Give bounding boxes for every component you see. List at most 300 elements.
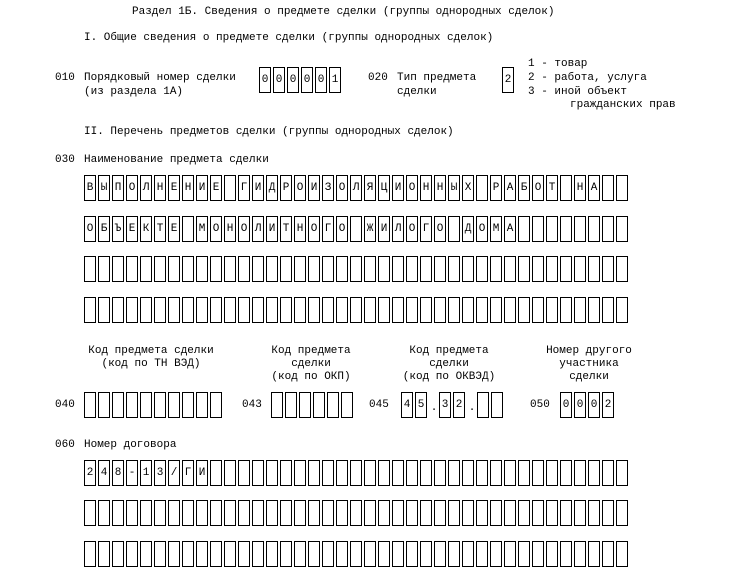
char-cell[interactable]: О (308, 216, 320, 242)
char-cell[interactable]: 2 (502, 67, 514, 93)
char-cell[interactable] (238, 256, 250, 282)
char-cell[interactable] (434, 297, 446, 323)
char-cell[interactable] (532, 256, 544, 282)
char-cell[interactable] (280, 460, 292, 486)
char-cell[interactable] (406, 500, 418, 526)
char-cell[interactable] (420, 460, 432, 486)
char-cell[interactable]: Г (238, 175, 250, 201)
char-cell[interactable] (154, 256, 166, 282)
char-cell[interactable] (112, 297, 124, 323)
char-cell[interactable] (434, 256, 446, 282)
char-cell[interactable] (392, 297, 404, 323)
char-cell[interactable]: А (588, 175, 600, 201)
char-cell[interactable] (84, 392, 96, 418)
char-cell[interactable] (518, 256, 530, 282)
char-cell[interactable] (98, 297, 110, 323)
char-cell[interactable] (182, 392, 194, 418)
char-cell[interactable] (588, 256, 600, 282)
char-cell[interactable] (154, 392, 166, 418)
char-cell[interactable]: Г (420, 216, 432, 242)
char-cell[interactable] (210, 541, 222, 567)
char-cell[interactable] (294, 541, 306, 567)
char-cell[interactable] (560, 256, 572, 282)
char-cell[interactable]: П (112, 175, 124, 201)
char-cell[interactable] (476, 297, 488, 323)
char-cell[interactable]: Ы (98, 175, 110, 201)
char-cell[interactable] (336, 256, 348, 282)
char-cell[interactable] (448, 500, 460, 526)
char-cell[interactable] (336, 541, 348, 567)
char-cell[interactable]: О (406, 175, 418, 201)
char-cell[interactable] (285, 392, 297, 418)
char-cell[interactable] (182, 500, 194, 526)
char-cell[interactable] (392, 541, 404, 567)
char-cell[interactable] (266, 297, 278, 323)
char-cell[interactable] (140, 392, 152, 418)
char-cell[interactable]: 0 (315, 67, 327, 93)
char-cell[interactable] (322, 541, 334, 567)
char-cell[interactable]: Л (350, 175, 362, 201)
char-cell[interactable] (378, 256, 390, 282)
char-cell[interactable] (126, 500, 138, 526)
char-cell[interactable]: Б (98, 216, 110, 242)
char-cell[interactable] (112, 392, 124, 418)
char-cell[interactable] (616, 297, 628, 323)
char-cell[interactable]: Л (140, 175, 152, 201)
char-cell[interactable]: Х (462, 175, 474, 201)
f010-deal-number-field[interactable] (259, 67, 341, 93)
char-cell[interactable]: 1 (329, 67, 341, 93)
char-cell[interactable] (532, 541, 544, 567)
char-cell[interactable]: Е (168, 216, 180, 242)
char-cell[interactable] (98, 256, 110, 282)
char-cell[interactable] (616, 541, 628, 567)
char-cell[interactable] (532, 297, 544, 323)
char-cell[interactable] (560, 541, 572, 567)
char-cell[interactable] (504, 297, 516, 323)
char-cell[interactable] (392, 460, 404, 486)
char-cell[interactable] (476, 175, 488, 201)
char-cell[interactable]: Е (126, 216, 138, 242)
char-cell[interactable] (140, 297, 152, 323)
char-cell[interactable] (238, 460, 250, 486)
char-cell[interactable] (168, 256, 180, 282)
char-cell[interactable]: В (84, 175, 96, 201)
char-cell[interactable] (126, 541, 138, 567)
char-cell[interactable] (462, 256, 474, 282)
char-cell[interactable] (140, 541, 152, 567)
char-cell[interactable] (252, 500, 264, 526)
char-cell[interactable] (602, 297, 614, 323)
char-cell[interactable] (196, 256, 208, 282)
char-cell[interactable] (532, 500, 544, 526)
char-cell[interactable] (406, 297, 418, 323)
char-cell[interactable] (308, 256, 320, 282)
char-cell[interactable]: 4 (98, 460, 110, 486)
char-cell[interactable] (210, 297, 222, 323)
char-cell[interactable] (224, 460, 236, 486)
char-cell[interactable] (266, 541, 278, 567)
char-cell[interactable]: О (406, 216, 418, 242)
char-cell[interactable]: О (126, 175, 138, 201)
char-cell[interactable] (322, 500, 334, 526)
char-cell[interactable] (546, 216, 558, 242)
char-cell[interactable]: 0 (259, 67, 271, 93)
char-cell[interactable]: К (140, 216, 152, 242)
char-cell[interactable] (266, 460, 278, 486)
char-cell[interactable] (574, 297, 586, 323)
char-cell[interactable] (271, 392, 283, 418)
char-cell[interactable]: Р (280, 175, 292, 201)
char-cell[interactable] (477, 392, 489, 418)
char-cell[interactable] (518, 541, 530, 567)
char-cell[interactable] (491, 392, 503, 418)
char-cell[interactable] (350, 541, 362, 567)
char-cell[interactable] (574, 460, 586, 486)
char-cell[interactable] (448, 216, 460, 242)
char-cell[interactable] (532, 460, 544, 486)
char-cell[interactable]: 2 (453, 392, 465, 418)
char-cell[interactable] (196, 541, 208, 567)
char-cell[interactable]: И (252, 175, 264, 201)
f060-contract-row-2[interactable] (84, 500, 628, 526)
char-cell[interactable]: 2 (602, 392, 614, 418)
char-cell[interactable] (448, 541, 460, 567)
char-cell[interactable]: М (196, 216, 208, 242)
char-cell[interactable] (322, 256, 334, 282)
char-cell[interactable]: И (378, 216, 390, 242)
char-cell[interactable]: О (238, 216, 250, 242)
char-cell[interactable] (98, 500, 110, 526)
f030-name-row-1[interactable] (84, 175, 628, 201)
char-cell[interactable] (308, 500, 320, 526)
char-cell[interactable] (252, 460, 264, 486)
char-cell[interactable] (560, 460, 572, 486)
char-cell[interactable] (350, 256, 362, 282)
char-cell[interactable]: Р (490, 175, 502, 201)
char-cell[interactable]: Г (322, 216, 334, 242)
char-cell[interactable] (448, 256, 460, 282)
char-cell[interactable]: Т (154, 216, 166, 242)
char-cell[interactable] (322, 297, 334, 323)
char-cell[interactable] (546, 256, 558, 282)
char-cell[interactable]: 2 (84, 460, 96, 486)
char-cell[interactable] (574, 256, 586, 282)
char-cell[interactable] (364, 541, 376, 567)
char-cell[interactable] (490, 256, 502, 282)
char-cell[interactable] (420, 541, 432, 567)
char-cell[interactable] (560, 216, 572, 242)
char-cell[interactable] (224, 256, 236, 282)
f040-tnved-field[interactable] (84, 392, 222, 418)
char-cell[interactable] (364, 460, 376, 486)
char-cell[interactable] (112, 541, 124, 567)
char-cell[interactable]: И (392, 175, 404, 201)
char-cell[interactable] (378, 297, 390, 323)
char-cell[interactable]: Г (182, 460, 194, 486)
char-cell[interactable] (616, 216, 628, 242)
char-cell[interactable] (336, 297, 348, 323)
char-cell[interactable] (196, 392, 208, 418)
char-cell[interactable] (602, 175, 614, 201)
char-cell[interactable] (154, 541, 166, 567)
char-cell[interactable] (504, 460, 516, 486)
char-cell[interactable] (140, 256, 152, 282)
char-cell[interactable] (490, 541, 502, 567)
char-cell[interactable] (602, 216, 614, 242)
char-cell[interactable]: О (336, 216, 348, 242)
char-cell[interactable] (308, 297, 320, 323)
char-cell[interactable] (476, 500, 488, 526)
char-cell[interactable] (98, 392, 110, 418)
char-cell[interactable]: 0 (287, 67, 299, 93)
char-cell[interactable] (602, 460, 614, 486)
char-cell[interactable] (490, 500, 502, 526)
char-cell[interactable] (364, 500, 376, 526)
char-cell[interactable] (406, 541, 418, 567)
char-cell[interactable] (350, 216, 362, 242)
char-cell[interactable] (280, 297, 292, 323)
char-cell[interactable]: Е (210, 175, 222, 201)
char-cell[interactable]: Н (182, 175, 194, 201)
char-cell[interactable] (602, 541, 614, 567)
char-cell[interactable] (182, 297, 194, 323)
char-cell[interactable] (490, 460, 502, 486)
char-cell[interactable]: Т (280, 216, 292, 242)
char-cell[interactable] (462, 500, 474, 526)
char-cell[interactable] (224, 500, 236, 526)
char-cell[interactable]: О (294, 175, 306, 201)
char-cell[interactable]: Ы (448, 175, 460, 201)
char-cell[interactable] (84, 500, 96, 526)
char-cell[interactable]: Н (294, 216, 306, 242)
char-cell[interactable] (168, 392, 180, 418)
char-cell[interactable] (294, 297, 306, 323)
char-cell[interactable] (280, 500, 292, 526)
char-cell[interactable] (126, 256, 138, 282)
char-cell[interactable]: Н (224, 216, 236, 242)
char-cell[interactable] (616, 175, 628, 201)
char-cell[interactable] (560, 500, 572, 526)
char-cell[interactable] (434, 460, 446, 486)
char-cell[interactable] (168, 500, 180, 526)
char-cell[interactable] (224, 541, 236, 567)
char-cell[interactable]: Л (252, 216, 264, 242)
char-cell[interactable] (378, 460, 390, 486)
char-cell[interactable] (546, 500, 558, 526)
char-cell[interactable]: А (504, 216, 516, 242)
char-cell[interactable] (196, 297, 208, 323)
char-cell[interactable] (308, 541, 320, 567)
char-cell[interactable]: О (434, 216, 446, 242)
char-cell[interactable] (574, 216, 586, 242)
char-cell[interactable] (84, 541, 96, 567)
char-cell[interactable]: Н (574, 175, 586, 201)
char-cell[interactable]: И (196, 175, 208, 201)
char-cell[interactable] (392, 256, 404, 282)
char-cell[interactable] (341, 392, 353, 418)
char-cell[interactable]: И (266, 216, 278, 242)
char-cell[interactable] (238, 297, 250, 323)
char-cell[interactable] (490, 297, 502, 323)
char-cell[interactable]: Я (364, 175, 376, 201)
char-cell[interactable] (602, 500, 614, 526)
char-cell[interactable] (294, 256, 306, 282)
char-cell[interactable] (327, 392, 339, 418)
char-cell[interactable] (266, 256, 278, 282)
char-cell[interactable] (392, 500, 404, 526)
char-cell[interactable] (532, 216, 544, 242)
char-cell[interactable] (364, 297, 376, 323)
char-cell[interactable]: Ц (378, 175, 390, 201)
char-cell[interactable] (588, 216, 600, 242)
char-cell[interactable]: 8 (112, 460, 124, 486)
f050-participant-field[interactable] (560, 392, 614, 418)
char-cell[interactable] (588, 460, 600, 486)
char-cell[interactable] (196, 500, 208, 526)
char-cell[interactable] (182, 216, 194, 242)
char-cell[interactable] (616, 256, 628, 282)
char-cell[interactable] (434, 541, 446, 567)
char-cell[interactable]: 5 (415, 392, 427, 418)
char-cell[interactable] (299, 392, 311, 418)
char-cell[interactable]: Д (266, 175, 278, 201)
f043-okp-field[interactable] (271, 392, 353, 418)
char-cell[interactable] (504, 541, 516, 567)
char-cell[interactable] (476, 256, 488, 282)
char-cell[interactable] (168, 297, 180, 323)
char-cell[interactable] (126, 297, 138, 323)
char-cell[interactable] (476, 460, 488, 486)
char-cell[interactable] (420, 500, 432, 526)
char-cell[interactable] (280, 541, 292, 567)
char-cell[interactable] (84, 256, 96, 282)
char-cell[interactable] (588, 500, 600, 526)
char-cell[interactable]: И (308, 175, 320, 201)
char-cell[interactable] (210, 460, 222, 486)
char-cell[interactable] (518, 460, 530, 486)
char-cell[interactable] (98, 541, 110, 567)
char-cell[interactable]: О (84, 216, 96, 242)
char-cell[interactable]: А (504, 175, 516, 201)
char-cell[interactable]: Л (392, 216, 404, 242)
char-cell[interactable] (560, 175, 572, 201)
char-cell[interactable] (252, 297, 264, 323)
char-cell[interactable]: 3 (154, 460, 166, 486)
char-cell[interactable]: 0 (301, 67, 313, 93)
char-cell[interactable] (448, 460, 460, 486)
f060-contract-row-3[interactable] (84, 541, 628, 567)
char-cell[interactable] (420, 256, 432, 282)
char-cell[interactable]: 0 (273, 67, 285, 93)
char-cell[interactable] (574, 541, 586, 567)
char-cell[interactable] (154, 500, 166, 526)
char-cell[interactable] (238, 500, 250, 526)
char-cell[interactable] (224, 175, 236, 201)
char-cell[interactable] (350, 460, 362, 486)
char-cell[interactable]: О (476, 216, 488, 242)
char-cell[interactable] (504, 256, 516, 282)
char-cell[interactable] (168, 541, 180, 567)
f030-name-row-4[interactable] (84, 297, 628, 323)
char-cell[interactable] (84, 297, 96, 323)
char-cell[interactable] (336, 500, 348, 526)
char-cell[interactable] (126, 392, 138, 418)
char-cell[interactable] (518, 297, 530, 323)
char-cell[interactable] (378, 541, 390, 567)
char-cell[interactable] (313, 392, 325, 418)
char-cell[interactable]: Ъ (112, 216, 124, 242)
char-cell[interactable]: 1 (140, 460, 152, 486)
char-cell[interactable]: И (196, 460, 208, 486)
f030-name-row-2[interactable] (84, 216, 628, 242)
f030-name-row-3[interactable] (84, 256, 628, 282)
char-cell[interactable]: - (126, 460, 138, 486)
char-cell[interactable] (280, 256, 292, 282)
char-cell[interactable] (350, 500, 362, 526)
char-cell[interactable] (154, 297, 166, 323)
char-cell[interactable] (252, 256, 264, 282)
char-cell[interactable] (574, 500, 586, 526)
char-cell[interactable] (322, 460, 334, 486)
char-cell[interactable] (294, 460, 306, 486)
char-cell[interactable] (448, 297, 460, 323)
f060-contract-row-1[interactable] (84, 460, 628, 486)
char-cell[interactable] (238, 541, 250, 567)
char-cell[interactable] (406, 460, 418, 486)
char-cell[interactable]: / (168, 460, 180, 486)
char-cell[interactable] (406, 256, 418, 282)
char-cell[interactable] (224, 297, 236, 323)
char-cell[interactable] (378, 500, 390, 526)
char-cell[interactable] (462, 297, 474, 323)
char-cell[interactable]: Е (168, 175, 180, 201)
f020-type-field[interactable] (502, 67, 514, 93)
char-cell[interactable] (420, 297, 432, 323)
char-cell[interactable]: Н (434, 175, 446, 201)
char-cell[interactable] (588, 297, 600, 323)
char-cell[interactable] (210, 256, 222, 282)
char-cell[interactable]: 4 (401, 392, 413, 418)
char-cell[interactable] (602, 256, 614, 282)
char-cell[interactable] (546, 460, 558, 486)
char-cell[interactable] (350, 297, 362, 323)
char-cell[interactable] (546, 541, 558, 567)
char-cell[interactable] (518, 216, 530, 242)
char-cell[interactable] (294, 500, 306, 526)
char-cell[interactable]: Д (462, 216, 474, 242)
char-cell[interactable] (518, 500, 530, 526)
char-cell[interactable] (462, 541, 474, 567)
char-cell[interactable]: М (490, 216, 502, 242)
char-cell[interactable]: О (532, 175, 544, 201)
char-cell[interactable] (616, 500, 628, 526)
char-cell[interactable] (616, 460, 628, 486)
char-cell[interactable] (336, 460, 348, 486)
char-cell[interactable]: 0 (588, 392, 600, 418)
char-cell[interactable] (476, 541, 488, 567)
char-cell[interactable]: О (210, 216, 222, 242)
char-cell[interactable] (266, 500, 278, 526)
char-cell[interactable] (434, 500, 446, 526)
char-cell[interactable] (210, 500, 222, 526)
char-cell[interactable] (560, 297, 572, 323)
char-cell[interactable]: 0 (560, 392, 572, 418)
char-cell[interactable]: Ж (364, 216, 376, 242)
char-cell[interactable]: Б (518, 175, 530, 201)
char-cell[interactable]: Т (546, 175, 558, 201)
char-cell[interactable] (308, 460, 320, 486)
